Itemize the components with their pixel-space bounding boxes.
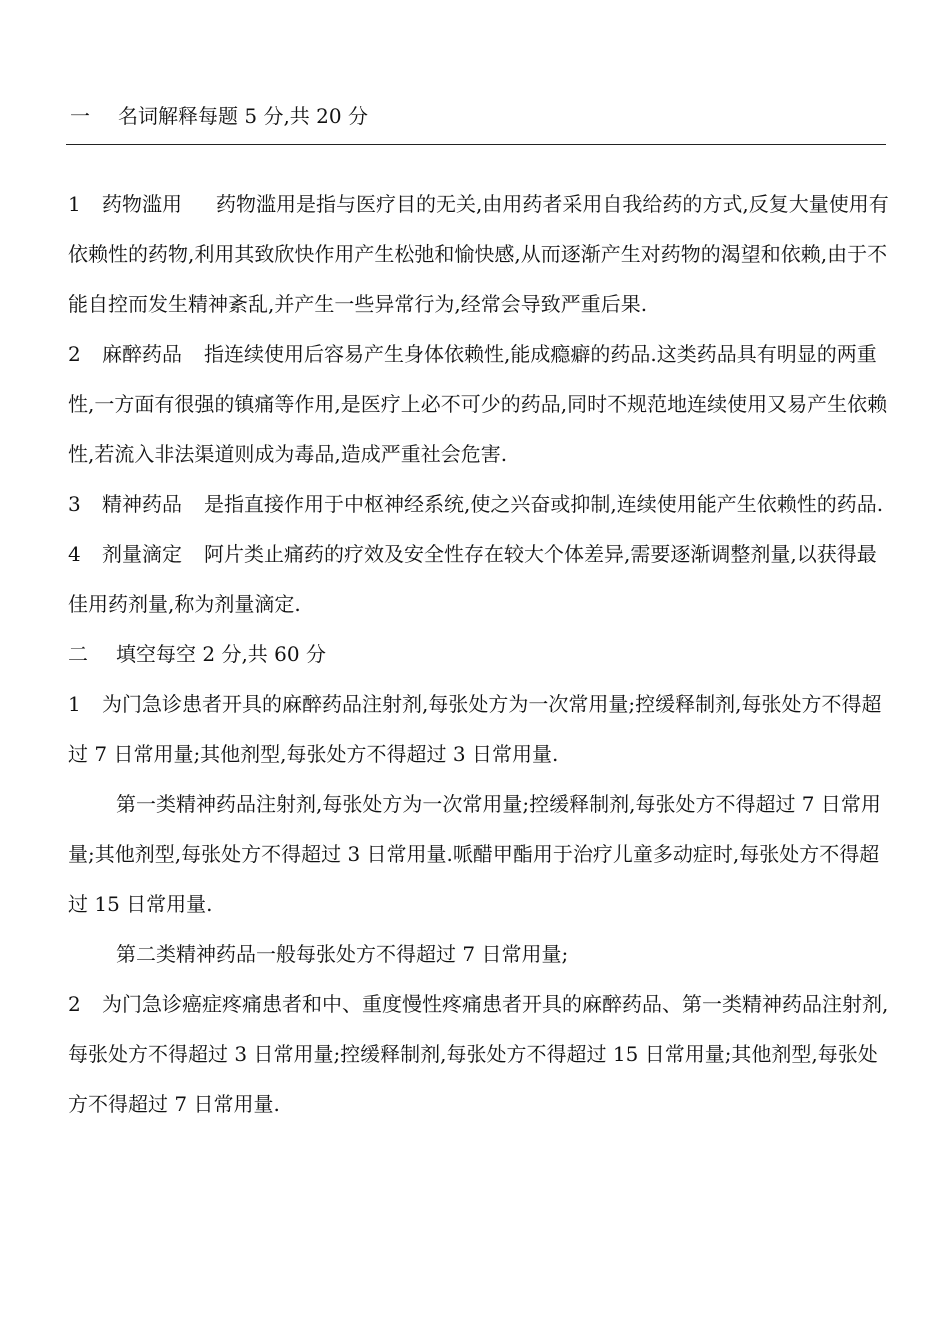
definition-number: 4 (68, 542, 81, 566)
definition-term: 精神药品 (102, 492, 182, 516)
definition-item-3 (68, 479, 890, 529)
definition-term: 剂量滴定 (102, 542, 182, 566)
fill-number: 1 (68, 692, 81, 716)
definition-number: 1 (68, 192, 81, 216)
definition-item-2 (68, 329, 890, 479)
definition-item-4 (68, 529, 890, 629)
fill-item-1-paragraph-3: 第二类精神药品一般每张处方不得超过 7 日常用量; (116, 942, 569, 966)
fill-item-1-paragraph-2: 第一类精神药品注射剂,每张处方为一次常用量;控缓释制剂,每张处方不得超过 7 日常用量;其他剂型,每张处方不得超过 3 日常用量.哌醋甲酯用于治疗儿童多动症时,每张处方不得超过 15 日常用量. (68, 792, 881, 916)
section-1-title: 名词解释每题 5 分,共 20 分 (118, 104, 368, 128)
section-1-heading (70, 100, 368, 132)
definition-term: 药物滥用 (102, 192, 182, 216)
definition-text: 指连续使用后容易产生身体依赖性,能成瘾癖的药品.这类药品具有明显的两重性,一方面有很强的镇痛等作用,是医疗上必不可少的药品,同时不规范地连续使用又易产生依赖性,若流入非法渠道则成为毒品,造成严重社会危害. (68, 342, 888, 466)
definition-item-1 (68, 179, 890, 329)
fill-text: 为门急诊癌症疼痛患者和中、重度慢性疼痛患者开具的麻醉药品、第一类精神药品注射剂,每张处方不得超过 3 日常用量;控缓释制剂,每张处方不得超过 15 日常用量;其他剂型,每张处方不得超过 7 日常用量. (68, 992, 889, 1116)
definition-text: 阿片类止痛药的疗效及安全性存在较大个体差异,需要逐渐调整剂量,以获得最佳用药剂量,称为剂量滴定. (68, 542, 877, 616)
definition-text: 是指直接作用于中枢神经系统,使之兴奋或抑制,连续使用能产生依赖性的药品. (204, 492, 884, 516)
section-2-title: 填空每空 2 分,共 60 分 (116, 642, 326, 666)
document-body (68, 179, 890, 1129)
section-1-number: 一 (70, 104, 90, 128)
definition-term: 麻醉药品 (102, 342, 182, 366)
definition-number: 2 (68, 342, 81, 366)
section-2-heading (68, 629, 890, 679)
definition-text: 药物滥用是指与医疗目的无关,由用药者采用自我给药的方式,反复大量使用有依赖性的药物,利用其致欣快作用产生松弛和愉快感,从而逐渐产生对药物的渴望和依赖,由于不能自控而发生精神紊乱,并产生一些异常行为,经常会导致严重后果. (68, 192, 889, 316)
section-2-number: 二 (68, 642, 88, 666)
fill-item-2 (68, 979, 890, 1129)
fill-number: 2 (68, 992, 81, 1016)
header-divider (66, 144, 886, 145)
definition-number: 3 (68, 492, 81, 516)
fill-text: 为门急诊患者开具的麻醉药品注射剂,每张处方为一次常用量;控缓释制剂,每张处方不得超过 7 日常用量;其他剂型,每张处方不得超过 3 日常用量. (68, 692, 882, 766)
fill-item-1 (68, 679, 890, 779)
